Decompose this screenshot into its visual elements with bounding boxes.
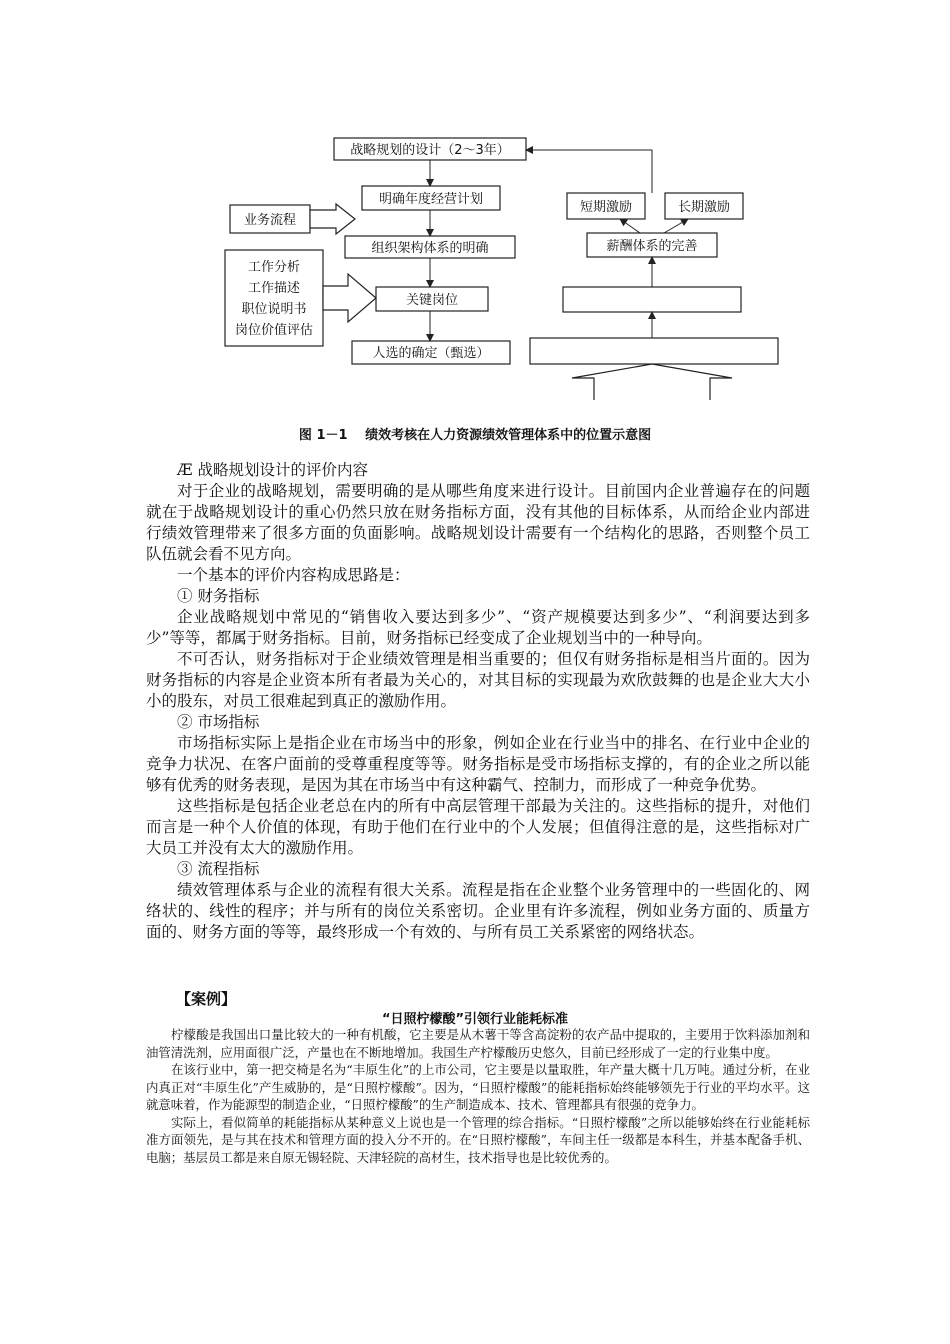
case-paragraph: 柠檬酸是我国出口量比较大的一种有机酸，它主要是从木薯干等含高淀粉的农产品中提取的，主要用于饮料添加剂和油管清洗剂，应用面很广泛，产量也在不断地增加。我国生产柠檬酸历史悠久，目前已经形成了一定的行业集中度。 xyxy=(146,1027,810,1060)
case-tag: 【案例】 xyxy=(176,990,237,1008)
list-heading-finance: ① 财务指标 xyxy=(177,587,260,605)
annual-plan-label: 明确年度经营计划 xyxy=(378,192,484,207)
key-post-label: 关键岗位 xyxy=(405,293,459,308)
selection-label: 人选的确定（甄选） xyxy=(372,346,490,361)
paragraph: 一个基本的评价内容构成思路是： xyxy=(177,566,410,584)
paragraph: 企业战略规划中常见的“销售收入要达到多少”、“资产规模要达到多少”、“利润要达到多少”等等，都属于财务指标。目前，财务指标已经变成了企业规划当中的一种导向。 xyxy=(146,608,810,647)
process-block-arrow xyxy=(310,204,355,234)
paragraph: 这些指标是包括企业老总在内的所有中高层管理干部最为关注的。这些指标的提升，对他们而言是一种个人价值的体现，有助于他们在行业中的个人发展；但值得注意的是，这些指标对广大员工并没有太大的激励作用。 xyxy=(146,797,810,857)
paragraph: 不可否认，财务指标对于企业绩效管理是相当重要的；但仅有财务指标是相当片面的。因为财务指标的内容是企业资本所有者最为关心的，对其目标的实现最为欢欣鼓舞的也是企业大大小小的股东，对员工很难起到真正的激励作用。 xyxy=(146,650,810,710)
case-title: “日照柠檬酸”引领行业能耗标准 xyxy=(381,1012,569,1027)
arrow-pay-long xyxy=(664,219,688,233)
long-term-label: 长期激励 xyxy=(677,200,731,215)
feedback-line xyxy=(526,150,652,193)
hr-performance-diagram xyxy=(0,0,950,420)
empty-box-upper xyxy=(563,287,741,312)
list-heading-market: ② 市场指标 xyxy=(177,713,260,731)
paragraph: 绩效管理体系与企业的流程有很大关系。流程是指在企业整个业务管理中的一些固化的、网络状的、线性的程序；并与所有的岗位关系密切。企业里有许多流程，例如业务方面的、质量方面的、财务方面的等等，最终形成一个有效的、与所有员工关系紧密的网络状态。 xyxy=(146,881,810,941)
empty-box-lower xyxy=(530,338,778,364)
org-label: 组织架构体系的明确 xyxy=(371,241,489,256)
arrow-pay-short xyxy=(620,219,640,233)
job-analysis-line: 职位说明书 xyxy=(241,302,307,317)
bottom-block-arrow xyxy=(572,364,732,400)
case-text xyxy=(146,1026,810,1166)
job-analysis-block-arrow xyxy=(323,274,376,322)
case-paragraph: 实际上，看似简单的耗能指标从某种意义上说也是一个管理的综合指标。“日照柠檬酸”之所以能够始终在行业能耗标准方面领先，是与其在技术和管理方面的投入分不开的。在“日照柠檬酸”，车间主任一级都是本科生，并基本配备手机、电脑；基层员工都是来自原无锡轻院、天津轻院的高材生，技术指导也是比较优秀的。 xyxy=(146,1114,810,1165)
paragraph: 市场指标实际上是指企业在市场当中的形象，例如企业在行业当中的排名、在行业中企业的竞争力状况、在客户面前的受尊重程度等等。财务指标是受市场指标支撑的，有的企业之所以能够有优秀的财务表现，是因为其在市场当中有这种霸气、控制力，而形成了一种竞争优势。 xyxy=(146,734,810,794)
figure-caption: 图 1－1 绩效考核在人力资源绩效管理体系中的位置示意图 xyxy=(298,428,652,443)
case-paragraph: 在该行业中，第一把交椅是名为“丰原生化”的上市公司，它主要是以量取胜，年产量大概十几万吨。通过分析，在业内真正对“丰原生化”产生威胁的，是“日照柠檬酸”。因为，“日照柠檬酸”的能耗指标始终能够领先于行业的平均水平。这就意味着，作为能源型的制造企业，“日照柠檬酸”的生产制造成本、技术、管理都具有很强的竞争力。 xyxy=(146,1062,810,1112)
job-analysis-line: 岗位价值评估 xyxy=(234,323,314,338)
strategy-box-label: 战略规划的设计（2～3年） xyxy=(350,143,510,158)
section-heading: Æ 战略规划设计的评价内容 xyxy=(177,461,368,479)
paragraph: 对于企业的战略规划，需要明确的是从哪些角度来进行设计。目前国内企业普遍存在的问题就在于战略规划设计的重心仍然只放在财务指标方面，没有其他的目标体系，从而给企业内部进行绩效管理带来了很多方面的负面影响。战略规划设计需要有一个结构化的思路，否则整个员工队伍就会看不见方向。 xyxy=(146,482,810,563)
job-analysis-line: 工作描述 xyxy=(247,281,301,296)
job-analysis-line: 工作分析 xyxy=(247,260,301,275)
pay-label: 薪酬体系的完善 xyxy=(606,239,698,254)
process-label: 业务流程 xyxy=(243,213,297,228)
list-heading-process: ③ 流程指标 xyxy=(177,860,260,878)
short-term-label: 短期激励 xyxy=(579,200,633,215)
body-text xyxy=(146,460,810,943)
